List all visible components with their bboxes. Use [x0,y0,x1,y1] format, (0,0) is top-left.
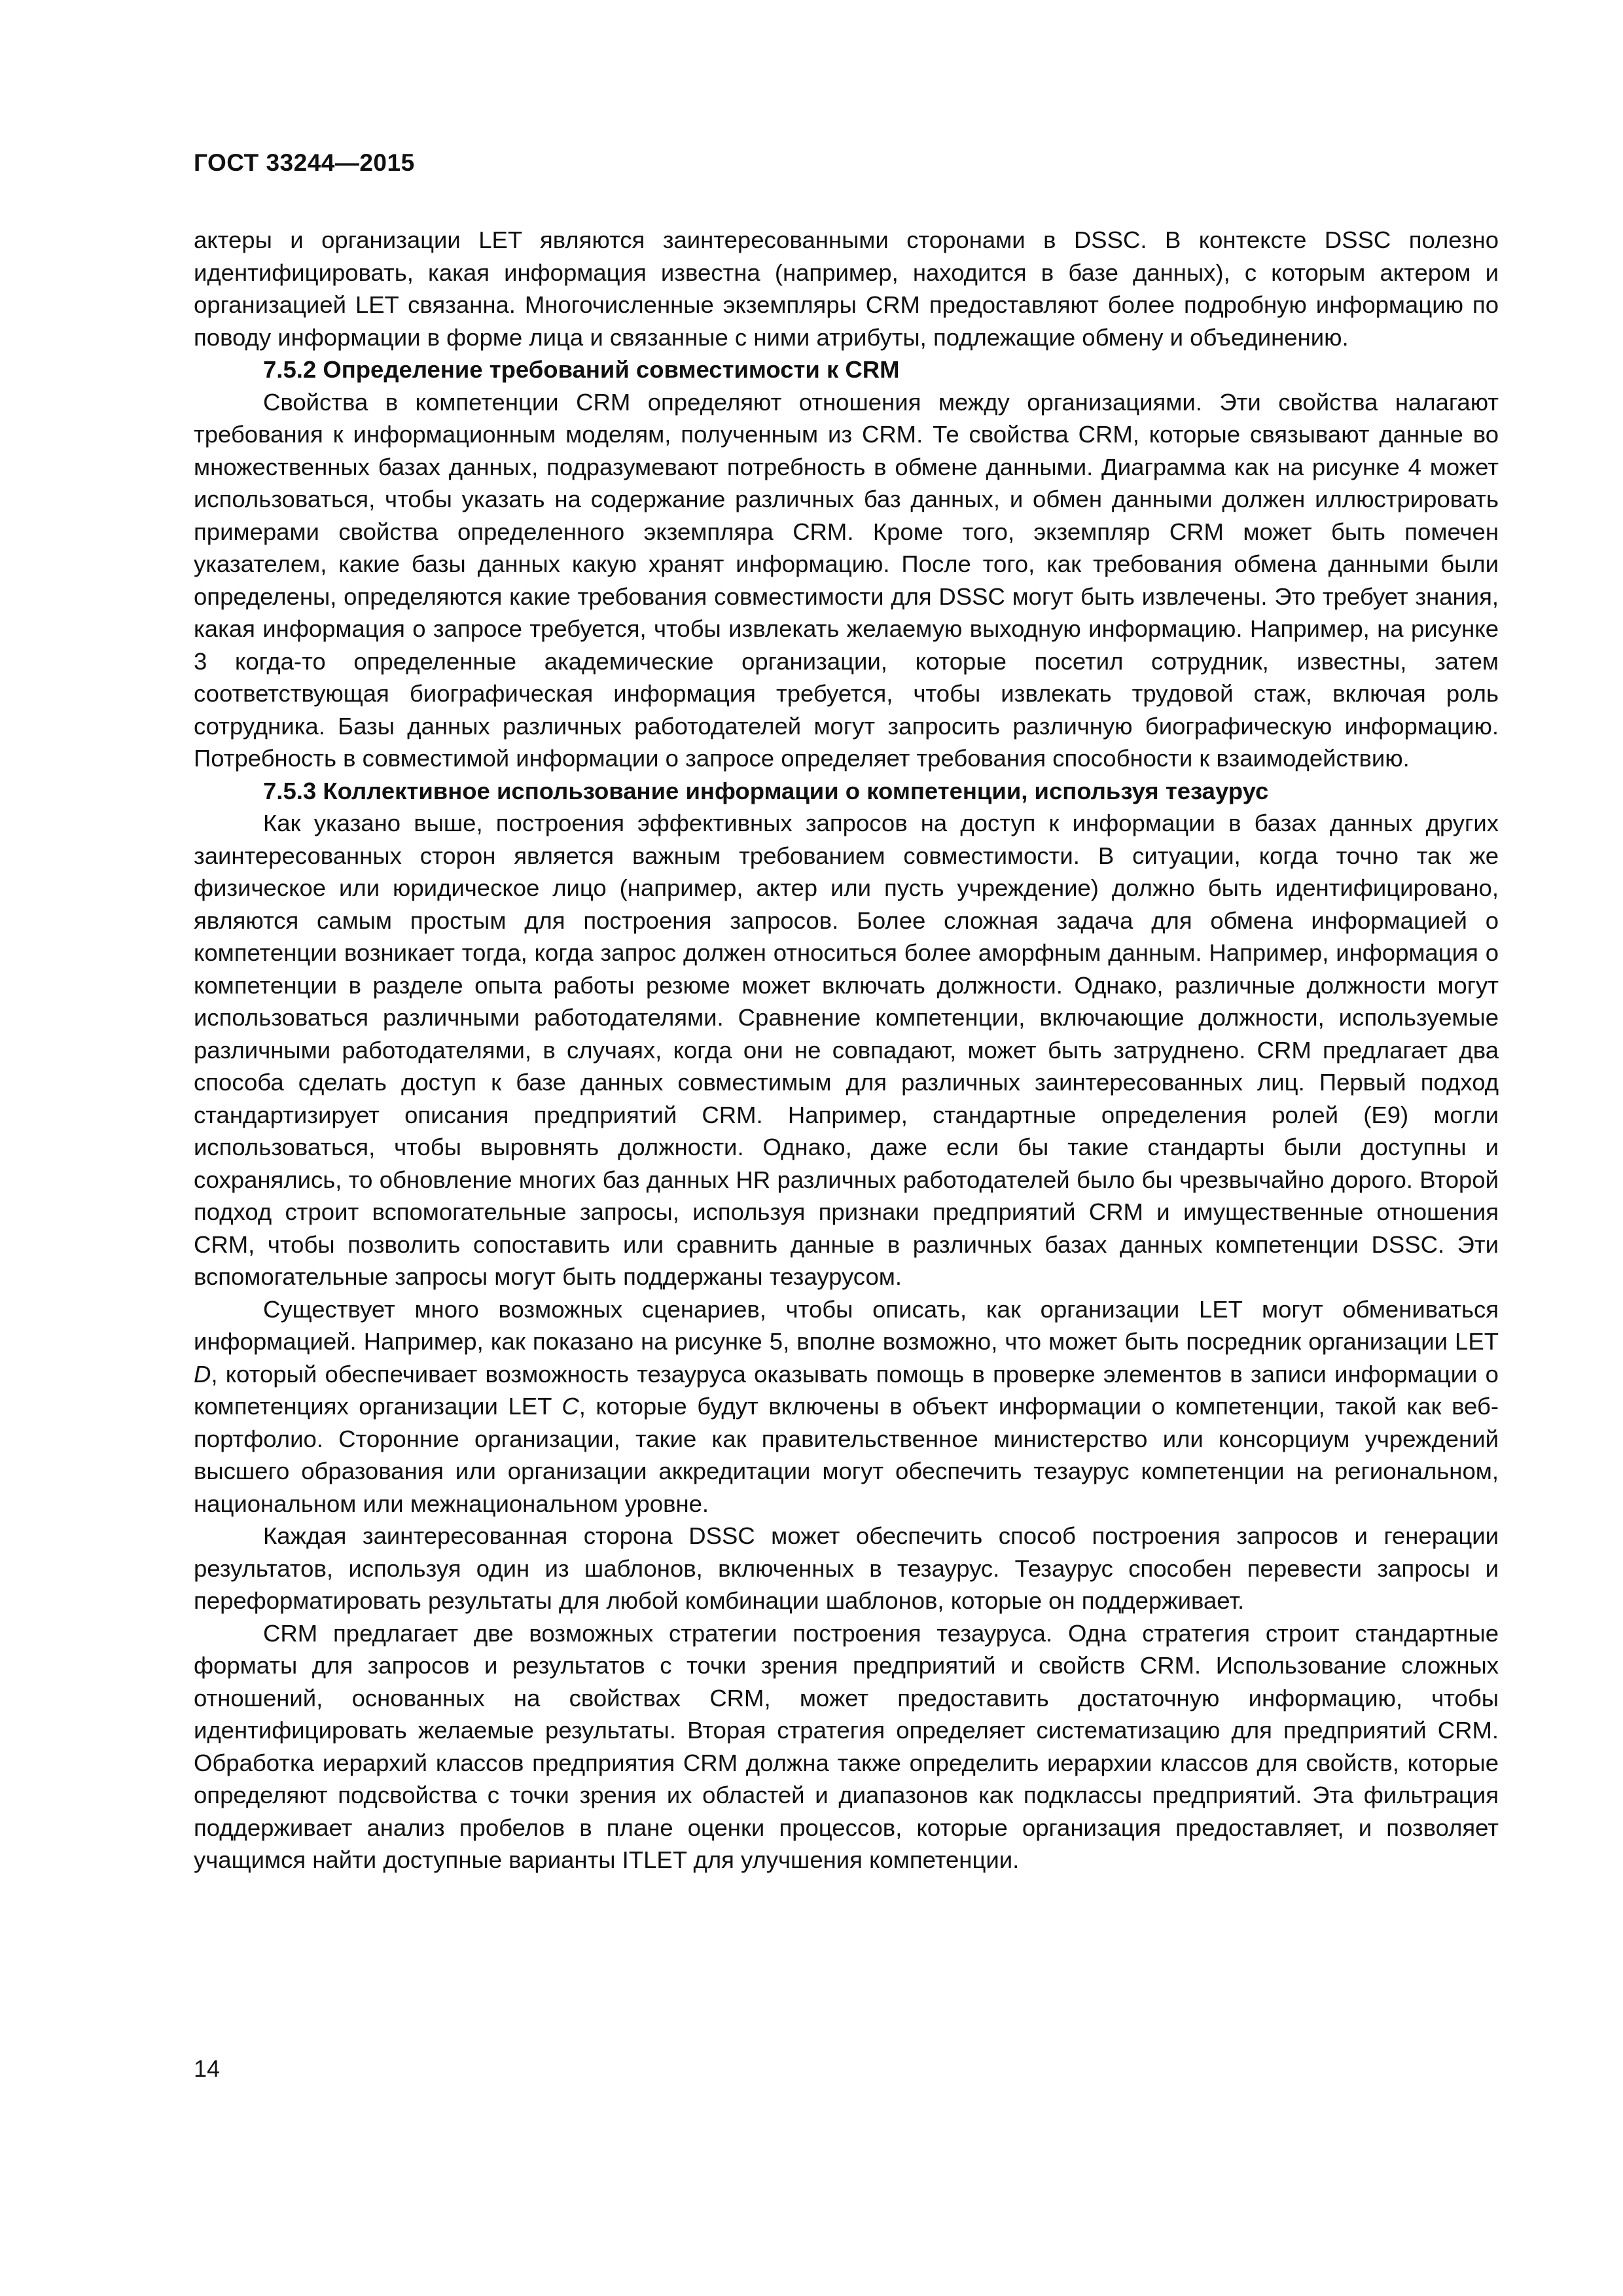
paragraph-exchange-scenarios [194,1293,1499,1520]
paragraph-query-construction: Как указано выше, построения эффективных запросов на доступ к информации в базах данных других заинтересованных сторон является важным требованием совместимости. В ситуации, когда точно так же физическое или юридическое лицо (например, актер или пусть учреждение) должно быть идентифицировано, являются самым простым для построения запросов. Более сложная задача для обмена информацией о компетенции возникает тогда, когда запрос должен относиться более аморфным данным. Например, информация о компетенции в разделе опыта работы резюме может включать должности. Однако, различные должности могут использоваться различными работодателями. Сравнение компетенции, включающие должности, используемые различными работодателями, в случаях, когда они не совпадают, может быть затруднено. CRM предлагает два способа сделать доступ к базе данных совместимым для различных заинтересованных лиц. Первый подход стандартизирует описания предприятий CRM. Например, стандартные определения ролей (E9) могли использоваться, чтобы выровнять должности. Однако, даже если бы такие стандарты были доступны и сохранялись, то обновление многих баз данных HR различных работодателей было бы чрезвычайно дорого. Второй подход строит вспомогательные запросы, используя признаки предприятий CRM и имущественные отношения CRM, чтобы позволить сопоставить или сравнить данные в различных базах данных компетенции DSSC. Эти вспомогательные запросы могут быть поддержаны тезаурусом. [194,810,1499,1290]
paragraph-text: , который обеспечивает возможность тезауруса оказывать помощь в проверке элементов в записи информации о компетенциях организации LET [194,1360,1499,1420]
organization-letter-d: D [194,1360,211,1388]
section-heading-7-5-2: 7.5.2 Определение требований совместимости к CRM [263,356,900,383]
paragraph-thesaurus-templates: Каждая заинтересованная сторона DSSC может обеспечить способ построения запросов и генерации результатов, используя один из шаблонов, включенных в тезаурус. Тезаурус способен перевести запросы и переформатировать результаты для любой комбинации шаблонов, которые он поддерживает. [194,1522,1499,1614]
paragraph-compatibility-requirements: Свойства в компетенции CRM определяют отношения между организациями. Эти свойства налагают требования к информационным моделям, полученным из CRM. Те свойства CRM, которые связывают данные во множественных базах данных, подразумевают потребность в обмене данными. Диаграмма как на рисунке 4 может использоваться, чтобы указать на содержание различных баз данных, и обмен данными должен иллюстрировать примерами свойства определенного экземпляра CRM. Кроме того, экземпляр CRM может быть помечен указателем, какие базы данных какую хранят информацию. После того, как требования обмена данными были определены, определяются какие требования совместимости для DSSC могут быть извлечены. Это требует знания, какая информация о запросе требуется, чтобы извлекать желаемую выходную информацию. Например, на рисунке 3 когда-то определенные академические организации, которые посетил сотрудник, известны, затем соответствующая биографическая информация требуется, чтобы извлекать трудовой стаж, включая роль сотрудника. Базы данных различных работодателей могут запросить различную биографическую информацию. Потребность в совместимой информации о запросе определяет требования способности к взаимодействию. [194,388,1499,772]
page-number: 14 [194,2055,221,2082]
paragraph-thesaurus-strategies: CRM предлагает две возможных стратегии построения тезауруса. Одна стратегия строит стандартные форматы для запросов и результатов с точки зрения предприятий и свойств CRM. Использование сложных отношений, основанных на свойствах CRM, может предоставить достаточную информацию, чтобы идентифицировать желаемые результаты. Вторая стратегия определяет систематизацию для предприятий CRM. Обработка иерархий классов предприятия CRM должна также определить иерархии классов для свойств, которые определяют подсвойства с точки зрения их областей и диапазонов как подклассы предприятий. Эта фильтрация поддерживает анализ пробелов в плане оценки процессов, которые организация предоставляет, и позволяет учащимся найти доступные варианты ITLET для улучшения компетенции. [194,1619,1499,1873]
paragraph-text: Существует много возможных сценариев, чтобы описать, как организации LET могут обмениваться информацией. Например, как показано на рисунке 5, вполне возможно, что может быть посредник организации LET [194,1295,1499,1355]
section-heading-7-5-3: 7.5.3 Коллективное использование информации о компетенции, используя тезаурус [263,777,1269,804]
paragraph-text: , которые будут включены в объект информации о компетенции, такой как веб-портфолио. Сторонние организации, такие как правительственное министерство или консорциум учреждений высшего образования или организации аккредитации могут обеспечить тезаурус компетенции на региональном, национальном или межнациональном уровне. [194,1393,1499,1517]
organization-letter-c: C [562,1393,579,1420]
document-header: ГОСТ 33244—2015 [194,149,415,176]
paragraph-continuation: актеры и организации LET являются заинтересованными сторонами в DSSC. В контексте DSSC полезно идентифицировать, какая информация известна (например, находится в базе данных), с которым актером и организацией LET связанна. Многочисленные экземпляры CRM предоставляют более подробную информацию по поводу информации в форме лица и связанные с ними атрибуты, подлежащие обмену и объединению. [194,226,1499,351]
document-body [194,224,1499,1876]
